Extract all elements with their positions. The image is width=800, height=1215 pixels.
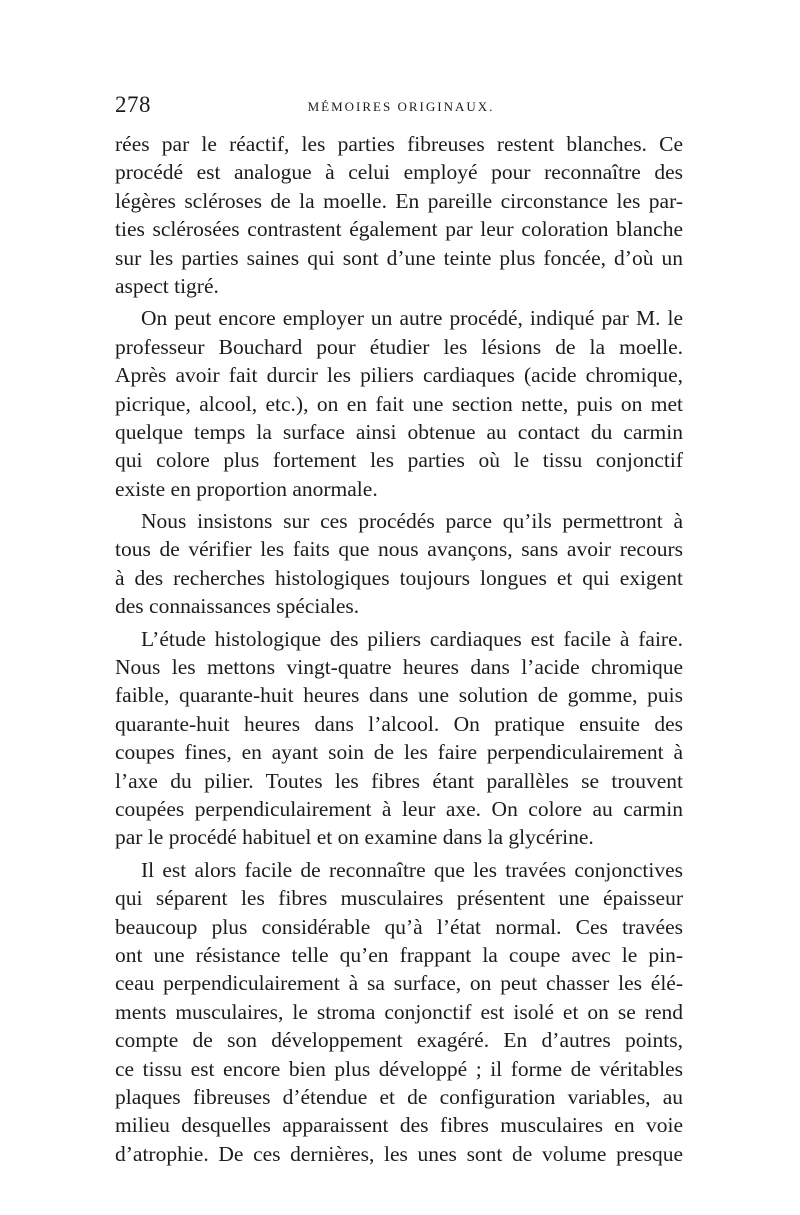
text-line: coupées perpendiculairement à leur axe. On colore au carmin bbox=[115, 796, 683, 821]
text-line: ties sclérosées contrastent également par leur coloration blanche bbox=[115, 217, 683, 242]
text-line: beaucoup plus considérable qu’à l’état normal. Ces travées bbox=[115, 914, 683, 939]
running-head: MÉMOIRES ORIGINAUX. bbox=[307, 99, 495, 114]
text-line: tous de vérifier les faits que nous avançons, sans avoir recours bbox=[115, 537, 683, 562]
text-line: aspect tigré. bbox=[115, 273, 219, 298]
paragraph bbox=[115, 625, 683, 852]
text-line: plaques fibreuses d’étendue et de configuration variables, au bbox=[115, 1084, 683, 1109]
text-line: coupes fines, en ayant soin de les faire perpendiculairement à bbox=[115, 740, 683, 765]
paragraph bbox=[115, 304, 683, 503]
text-line: professeur Bouchard pour étudier les lésions de la moelle. bbox=[115, 334, 683, 359]
body-text bbox=[115, 130, 683, 1172]
text-line: des connaissances spéciales. bbox=[115, 594, 360, 619]
text-line: Nous les mettons vingt-quatre heures dans l’acide chromique bbox=[115, 655, 683, 680]
text-line: faible, quarante-huit heures dans une solution de gomme, puis bbox=[115, 683, 683, 708]
text-line: à des recherches histologiques toujours longues et qui exigent bbox=[115, 565, 683, 590]
paragraph bbox=[115, 507, 683, 621]
text-line: Nous insistons sur ces procédés parce qu’ils permettront à bbox=[141, 509, 683, 534]
text-line: ceau perpendiculairement à sa surface, on peut chasser les élé- bbox=[115, 971, 683, 996]
text-line: milieu desquelles apparaissent des fibres musculaires en voie bbox=[115, 1113, 683, 1138]
paragraph bbox=[115, 856, 683, 1168]
text-line: l’axe du pilier. Toutes les fibres étant parallèles se trouvent bbox=[115, 768, 683, 793]
text-line: sur les parties saines qui sont d’une teinte plus foncée, d’où un bbox=[115, 245, 683, 270]
text-line: quarante-huit heures dans l’alcool. On pratique ensuite des bbox=[115, 711, 683, 736]
text-line: Après avoir fait durcir les piliers cardiaques (acide chromique, bbox=[115, 363, 683, 388]
text-line: par le procédé habituel et on examine dans la glycérine. bbox=[115, 825, 594, 850]
paragraph bbox=[115, 130, 683, 300]
text-line: L’étude histologique des piliers cardiaques est facile à faire. bbox=[141, 626, 683, 651]
text-line: compte de son développement exagéré. En d’autres points, bbox=[115, 1028, 683, 1053]
text-line: picrique, alcool, etc.), on en fait une section nette, puis on met bbox=[115, 391, 683, 416]
text-line: légères scléroses de la moelle. En pareille circonstance les par- bbox=[115, 188, 683, 213]
text-line: On peut encore employer un autre procédé, indiqué par M. le bbox=[141, 306, 683, 331]
text-line: ce tissu est encore bien plus développé ; il forme de véritables bbox=[115, 1056, 683, 1081]
text-line: d’atrophie. De ces dernières, les unes sont de volume presque bbox=[115, 1141, 683, 1166]
text-line: quelque temps la surface ainsi obtenue au contact du carmin bbox=[115, 419, 683, 444]
text-line: ments musculaires, le stroma conjonctif est isolé et on se rend bbox=[115, 999, 683, 1024]
text-line: qui séparent les fibres musculaires présentent une épaisseur bbox=[115, 886, 683, 911]
text-line: procédé est analogue à celui employé pour reconnaître des bbox=[115, 160, 683, 185]
text-line: qui colore plus fortement les parties où le tissu conjonctif bbox=[115, 448, 683, 473]
text-line: Il est alors facile de reconnaître que les travées conjonctives bbox=[141, 857, 683, 882]
page-number: 278 bbox=[115, 92, 151, 117]
text-line: rées par le réactif, les parties fibreuses restent blanches. Ce bbox=[115, 132, 683, 156]
text-line: existe en proportion anormale. bbox=[115, 476, 378, 501]
page-header bbox=[115, 92, 687, 126]
text-line: ont une résistance telle qu’en frappant la coupe avec le pin- bbox=[115, 942, 683, 967]
